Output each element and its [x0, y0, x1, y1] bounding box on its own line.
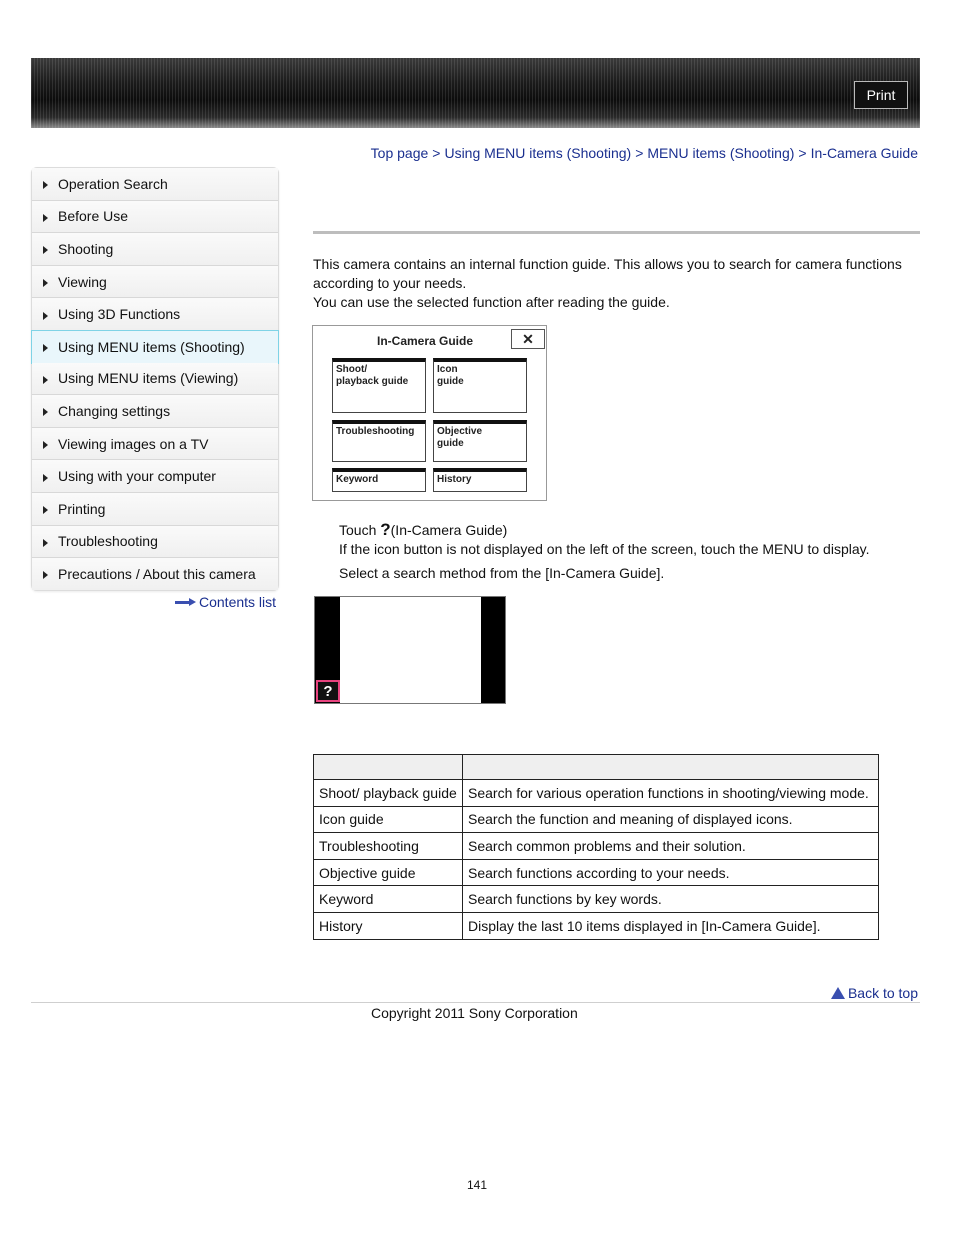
sidebar-item-using-with-computer[interactable]	[32, 460, 278, 493]
close-icon: ✕	[511, 329, 545, 349]
contents-list-link[interactable]	[175, 594, 276, 610]
sidebar-item-operation-search[interactable]	[32, 168, 278, 201]
sidebar-item-label: Viewing	[58, 273, 107, 290]
arrow-up-icon	[831, 987, 845, 999]
guide-shoot-playback-button	[332, 358, 426, 413]
arrow-right-icon	[43, 312, 48, 320]
sidebar-item-label: Viewing images on a TV	[58, 435, 209, 452]
breadcrumb-separator: >	[798, 145, 807, 161]
footer-divider	[31, 1002, 920, 1003]
guide-button-label: Icon	[437, 364, 458, 375]
table-cell-description: Display the last 10 items displayed in [In-Camera Guide].	[463, 912, 879, 939]
contents-list-label: Contents list	[199, 594, 277, 610]
breadcrumb	[371, 145, 918, 161]
sidebar-item-viewing[interactable]	[32, 266, 278, 299]
sidebar-item-using-3d-functions[interactable]	[32, 298, 278, 331]
search-method-table	[313, 754, 879, 940]
table-row	[314, 833, 879, 860]
sidebar-item-using-menu-shooting[interactable]	[31, 330, 279, 364]
sidebar-item-label: Using 3D Functions	[58, 306, 181, 323]
table-header-row	[314, 755, 879, 780]
screen-right-bar	[481, 597, 505, 703]
header-bar	[31, 58, 920, 128]
sidebar-item-label: Shooting	[58, 240, 114, 257]
table-row	[314, 780, 879, 807]
arrow-right-icon	[175, 598, 197, 606]
arrow-right-icon	[43, 376, 48, 384]
table-cell-method: Shoot/ playback guide	[314, 780, 463, 807]
table-cell-method: Keyword	[314, 886, 463, 913]
table-header-cell	[314, 755, 463, 780]
guide-button-label: guide	[437, 438, 464, 449]
arrow-right-icon	[43, 246, 48, 254]
step-1-note: If the icon button is not displayed on the left of the screen, touch the MENU to display.	[339, 541, 870, 557]
sidebar-item-label: Changing settings	[58, 402, 171, 419]
arrow-right-icon	[43, 279, 48, 287]
sidebar-item-troubleshooting[interactable]	[32, 526, 278, 559]
arrow-right-icon	[43, 441, 48, 449]
sidebar-item-viewing-on-tv[interactable]	[32, 428, 278, 461]
sidebar-item-label: Troubleshooting	[58, 533, 158, 550]
table-cell-description: Search common problems and their solution.	[463, 833, 879, 860]
sidebar-item-label: Before Use	[58, 208, 129, 225]
page-number: 141	[467, 1178, 488, 1192]
breadcrumb-separator: >	[635, 145, 644, 161]
camera-screen-image	[314, 596, 506, 704]
arrow-right-icon	[43, 506, 48, 514]
sidebar-nav	[31, 167, 279, 591]
breadcrumb-in-camera-guide[interactable]: In-Camera Guide	[810, 145, 918, 161]
guide-button-label: History	[437, 474, 472, 485]
table-cell-method: Objective guide	[314, 859, 463, 886]
sidebar-item-shooting[interactable]	[32, 233, 278, 266]
step-1-prefix: Touch	[339, 522, 377, 538]
step-2	[339, 564, 664, 583]
arrow-right-icon	[43, 571, 48, 579]
intro-line-2: You can use the selected function after reading the guide.	[313, 294, 670, 310]
sidebar-item-precautions[interactable]	[32, 558, 278, 590]
sidebar-item-before-use[interactable]	[32, 201, 278, 234]
guide-keyword-button	[332, 468, 426, 492]
table-header-cell	[463, 755, 879, 780]
print-button[interactable]: Print	[854, 81, 908, 109]
help-question-icon: ?	[380, 520, 391, 539]
guide-button-label: Troubleshooting	[336, 426, 415, 437]
table-cell-description: Search for various operation functions in shooting/viewing mode.	[463, 780, 879, 807]
guide-troubleshooting-button	[332, 420, 426, 462]
table-row	[314, 912, 879, 939]
arrow-right-icon	[43, 214, 48, 222]
guide-objective-button	[433, 420, 527, 462]
sidebar-item-changing-settings[interactable]	[32, 395, 278, 428]
guide-button-label: Objective	[437, 426, 483, 437]
breadcrumb-using-menu-shooting[interactable]: Using MENU items (Shooting)	[444, 145, 632, 161]
arrow-right-icon	[43, 539, 48, 547]
table-cell-description: Search functions by key words.	[463, 886, 879, 913]
breadcrumb-top-page[interactable]: Top page	[370, 145, 429, 161]
arrow-right-icon	[43, 181, 48, 189]
sidebar-item-using-menu-viewing[interactable]	[32, 363, 278, 396]
title-divider	[313, 231, 920, 234]
table-row	[314, 859, 879, 886]
guide-button-label: guide	[437, 376, 464, 387]
sidebar-item-label: Using with your computer	[58, 468, 216, 485]
in-camera-guide-screen-image	[312, 325, 547, 501]
guide-history-button	[433, 468, 527, 492]
table-cell-method: History	[314, 912, 463, 939]
guide-button-label: Keyword	[336, 474, 379, 485]
table-cell-method: Troubleshooting	[314, 833, 463, 860]
table-cell-method: Icon guide	[314, 806, 463, 833]
arrow-right-icon	[43, 408, 48, 416]
sidebar-item-label: Using MENU items (Shooting)	[58, 338, 245, 355]
in-camera-guide-question-icon: ?	[316, 680, 340, 702]
arrow-right-icon	[43, 344, 48, 352]
sidebar-item-label: Precautions / About this camera	[58, 565, 256, 582]
sidebar-item-label: Operation Search	[58, 175, 168, 192]
step-1-suffix: (In-Camera Guide)	[390, 522, 508, 538]
step-2-text: Select a search method from the [In-Camera Guide].	[339, 565, 665, 581]
guide-icon-button	[433, 358, 527, 413]
sidebar-item-label: Using MENU items (Viewing)	[58, 370, 239, 387]
breadcrumb-separator: >	[432, 145, 441, 161]
table-row	[314, 886, 879, 913]
intro-text	[313, 255, 920, 312]
breadcrumb-menu-items-shooting[interactable]: MENU items (Shooting)	[647, 145, 795, 161]
guide-button-label: playback guide	[336, 376, 409, 387]
copyright-text: Copyright 2011 Sony Corporation	[371, 1005, 578, 1021]
back-to-top-label: Back to top	[847, 985, 918, 1001]
guide-screen-title: In-Camera Guide	[377, 334, 474, 348]
back-to-top-link[interactable]	[831, 985, 918, 1001]
sidebar-item-label: Printing	[58, 500, 106, 517]
arrow-right-icon	[43, 474, 48, 482]
sidebar-item-printing[interactable]	[32, 493, 278, 526]
step-1-text	[339, 520, 870, 540]
table-cell-description: Search functions according to your needs.	[463, 859, 879, 886]
guide-button-label: Shoot/	[336, 364, 368, 375]
step-1	[339, 520, 870, 559]
table-row	[314, 806, 879, 833]
table-cell-description: Search the function and meaning of displayed icons.	[463, 806, 879, 833]
intro-line-1: This camera contains an internal function guide. This allows you to search for camera functions according to your needs.	[313, 256, 902, 291]
